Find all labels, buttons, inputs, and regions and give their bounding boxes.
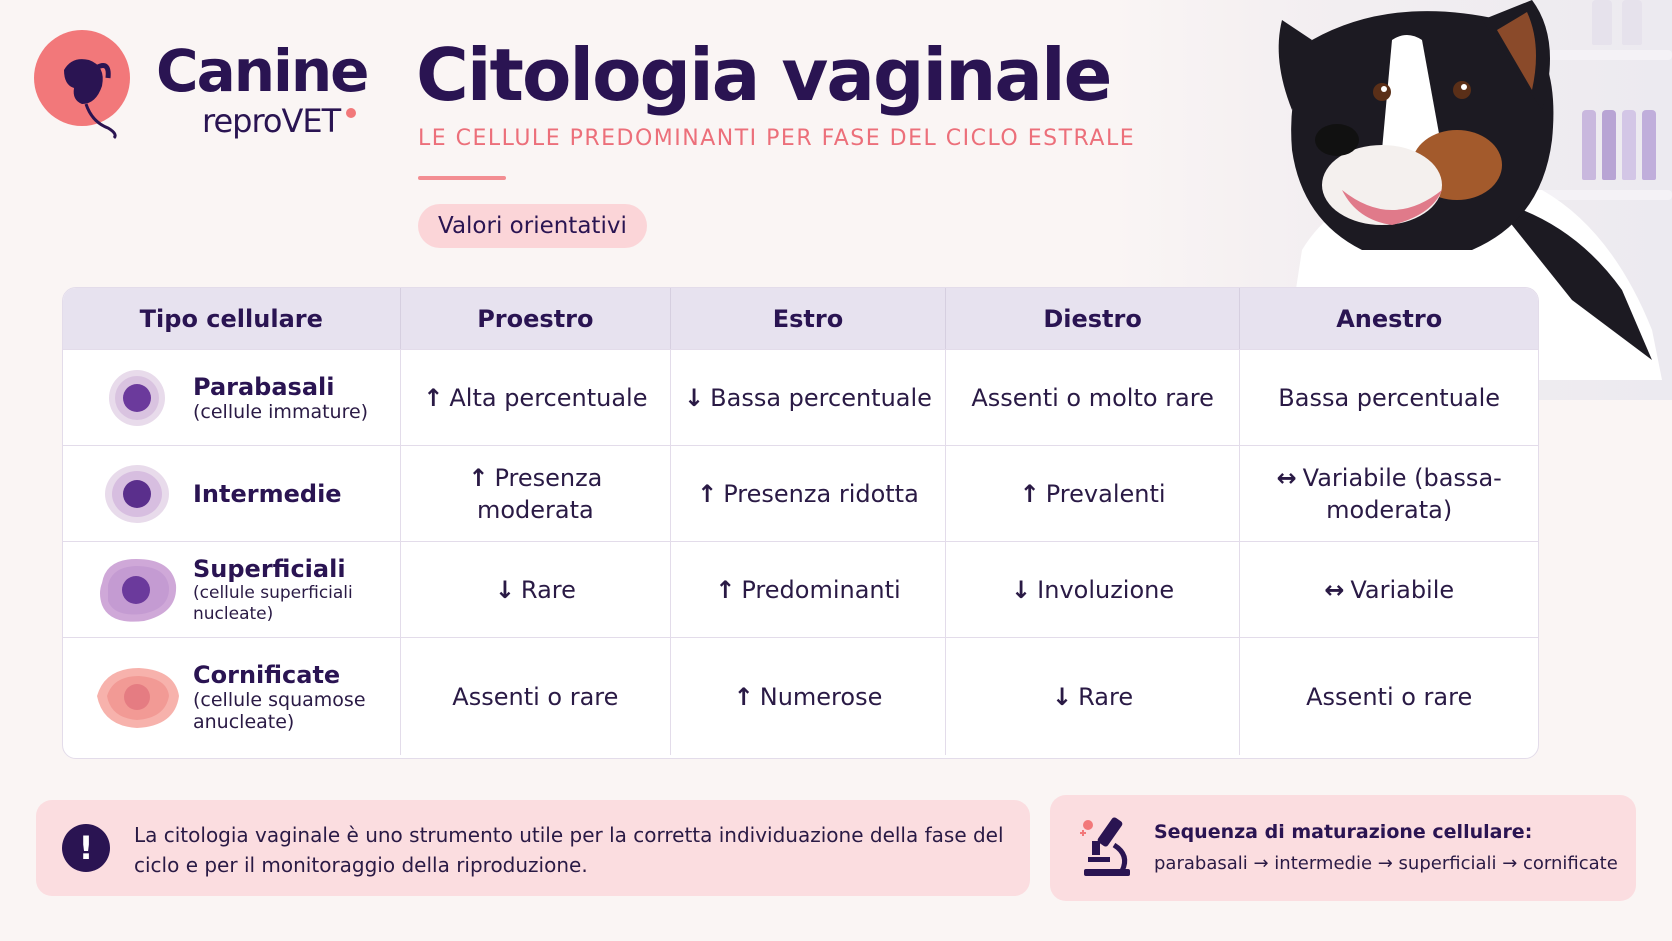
cell-type-name: Cornificate [193,660,341,689]
cell-type [63,350,401,445]
cell-type [63,446,401,541]
cell-estro [671,638,946,755]
cornified-cell-icon [87,657,187,737]
cell-type-name: Parabasali [193,372,335,401]
cell-proestro [401,638,672,755]
cell-proestro [401,446,672,541]
arrow-down-icon: ↓ [1052,682,1073,711]
logo-dot [346,108,356,118]
arrow-up-icon: ↑ [697,479,718,508]
header-cell-proestro: Proestro [401,288,672,349]
arrow-down-icon: ↓ [494,575,515,604]
header-cell-estro: Estro [671,288,946,349]
cell-type-desc: (cellule superficiali nucleate) [193,582,353,624]
cell-value: Presenza ridotta [723,479,919,508]
cell-diestro [946,446,1241,541]
table-row [63,445,1538,541]
cell-value: Variabile (bassa-moderata) [1302,463,1502,524]
cell-value: Assenti o molto rare [971,383,1214,412]
cell-anestro [1240,446,1538,541]
cell-anestro [1240,350,1538,445]
cell-type-name: Superficiali [193,554,346,583]
cell-value: Bassa percentuale [710,383,932,412]
cell-type-name: Intermedie [193,479,342,508]
cell-anestro [1240,542,1538,637]
intermediate-cell-icon [87,454,187,534]
arrow-up-icon: ↑ [468,463,489,492]
cell-proestro [401,542,672,637]
page-title: Citologia vaginale [416,33,1111,117]
values-badge: Valori orientativi [418,204,647,248]
cell-type [63,542,401,637]
table-row [63,637,1538,755]
arrow-down-icon: ↓ [684,383,705,412]
sperm-logo-icon [34,30,144,140]
header-cell-type: Tipo cellulare [63,288,401,349]
sequence-title: Sequenza di maturazione cellulare: [1154,821,1533,843]
cell-value: Predominanti [741,575,901,604]
cell-value: Prevalenti [1045,479,1166,508]
logo-name: Canine [156,37,368,105]
cell-value: Involuzione [1037,575,1175,604]
cell-diestro [946,638,1241,755]
info-note [36,800,1030,896]
cell-value: Assenti o rare [452,682,619,711]
cell-type-desc: (cellule squamose anucleate) [193,688,366,733]
header-cell-diestro: Diestro [946,288,1241,349]
microscope-icon [1070,811,1142,883]
cell-estro [671,542,946,637]
cell-value: Alta percentuale [449,383,648,412]
cell-type-desc: (cellule immature) [193,400,369,423]
arrow-both-icon: ↔ [1324,575,1345,604]
arrow-up-icon: ↑ [1019,479,1040,508]
arrow-up-icon: ↑ [423,383,444,412]
arrow-up-icon: ↑ [715,575,736,604]
table-header [63,288,1538,349]
header-cell-anestro: Anestro [1336,304,1443,333]
canine-reprovet-logo [34,30,368,140]
cell-estro [671,446,946,541]
table-row [63,541,1538,637]
arrow-up-icon: ↑ [733,682,754,711]
cell-proestro [401,350,672,445]
maturation-sequence [1050,795,1636,901]
cell-value: Presenza moderata [476,463,603,524]
arrow-both-icon: ↔ [1276,463,1297,492]
cytology-table [62,287,1539,759]
cell-value: Rare [520,575,576,604]
title-underline [418,176,506,180]
cell-value: Variabile [1350,575,1455,604]
cell-estro [671,350,946,445]
note-text: La citologia vaginale è uno strumento utile per la corretta individuazione della fase del ciclo e per il monitoraggio della riproduzione. [134,823,1004,877]
logo-subname: reproVET [202,102,341,140]
cell-diestro [946,350,1241,445]
table-row [63,349,1538,445]
cell-type [63,638,401,755]
page-subtitle: LE CELLULE PREDOMINANTI PER FASE DEL CICLO ESTRALE [418,126,1136,151]
cell-anestro [1240,638,1538,755]
cell-value: Bassa percentuale [1278,383,1501,412]
superficial-cell-icon [87,550,187,630]
logo-mark [34,30,130,126]
cell-value: Numerose [759,682,883,711]
cell-value: Rare [1078,682,1134,711]
arrow-down-icon: ↓ [1011,575,1032,604]
exclamation-icon: ! [62,824,110,872]
cell-diestro [946,542,1241,637]
parabasal-cell-icon [87,358,187,438]
cell-value: Assenti o rare [1306,682,1473,711]
sequence-text: parabasali → intermedie → superficiali → cornificate [1154,853,1618,874]
